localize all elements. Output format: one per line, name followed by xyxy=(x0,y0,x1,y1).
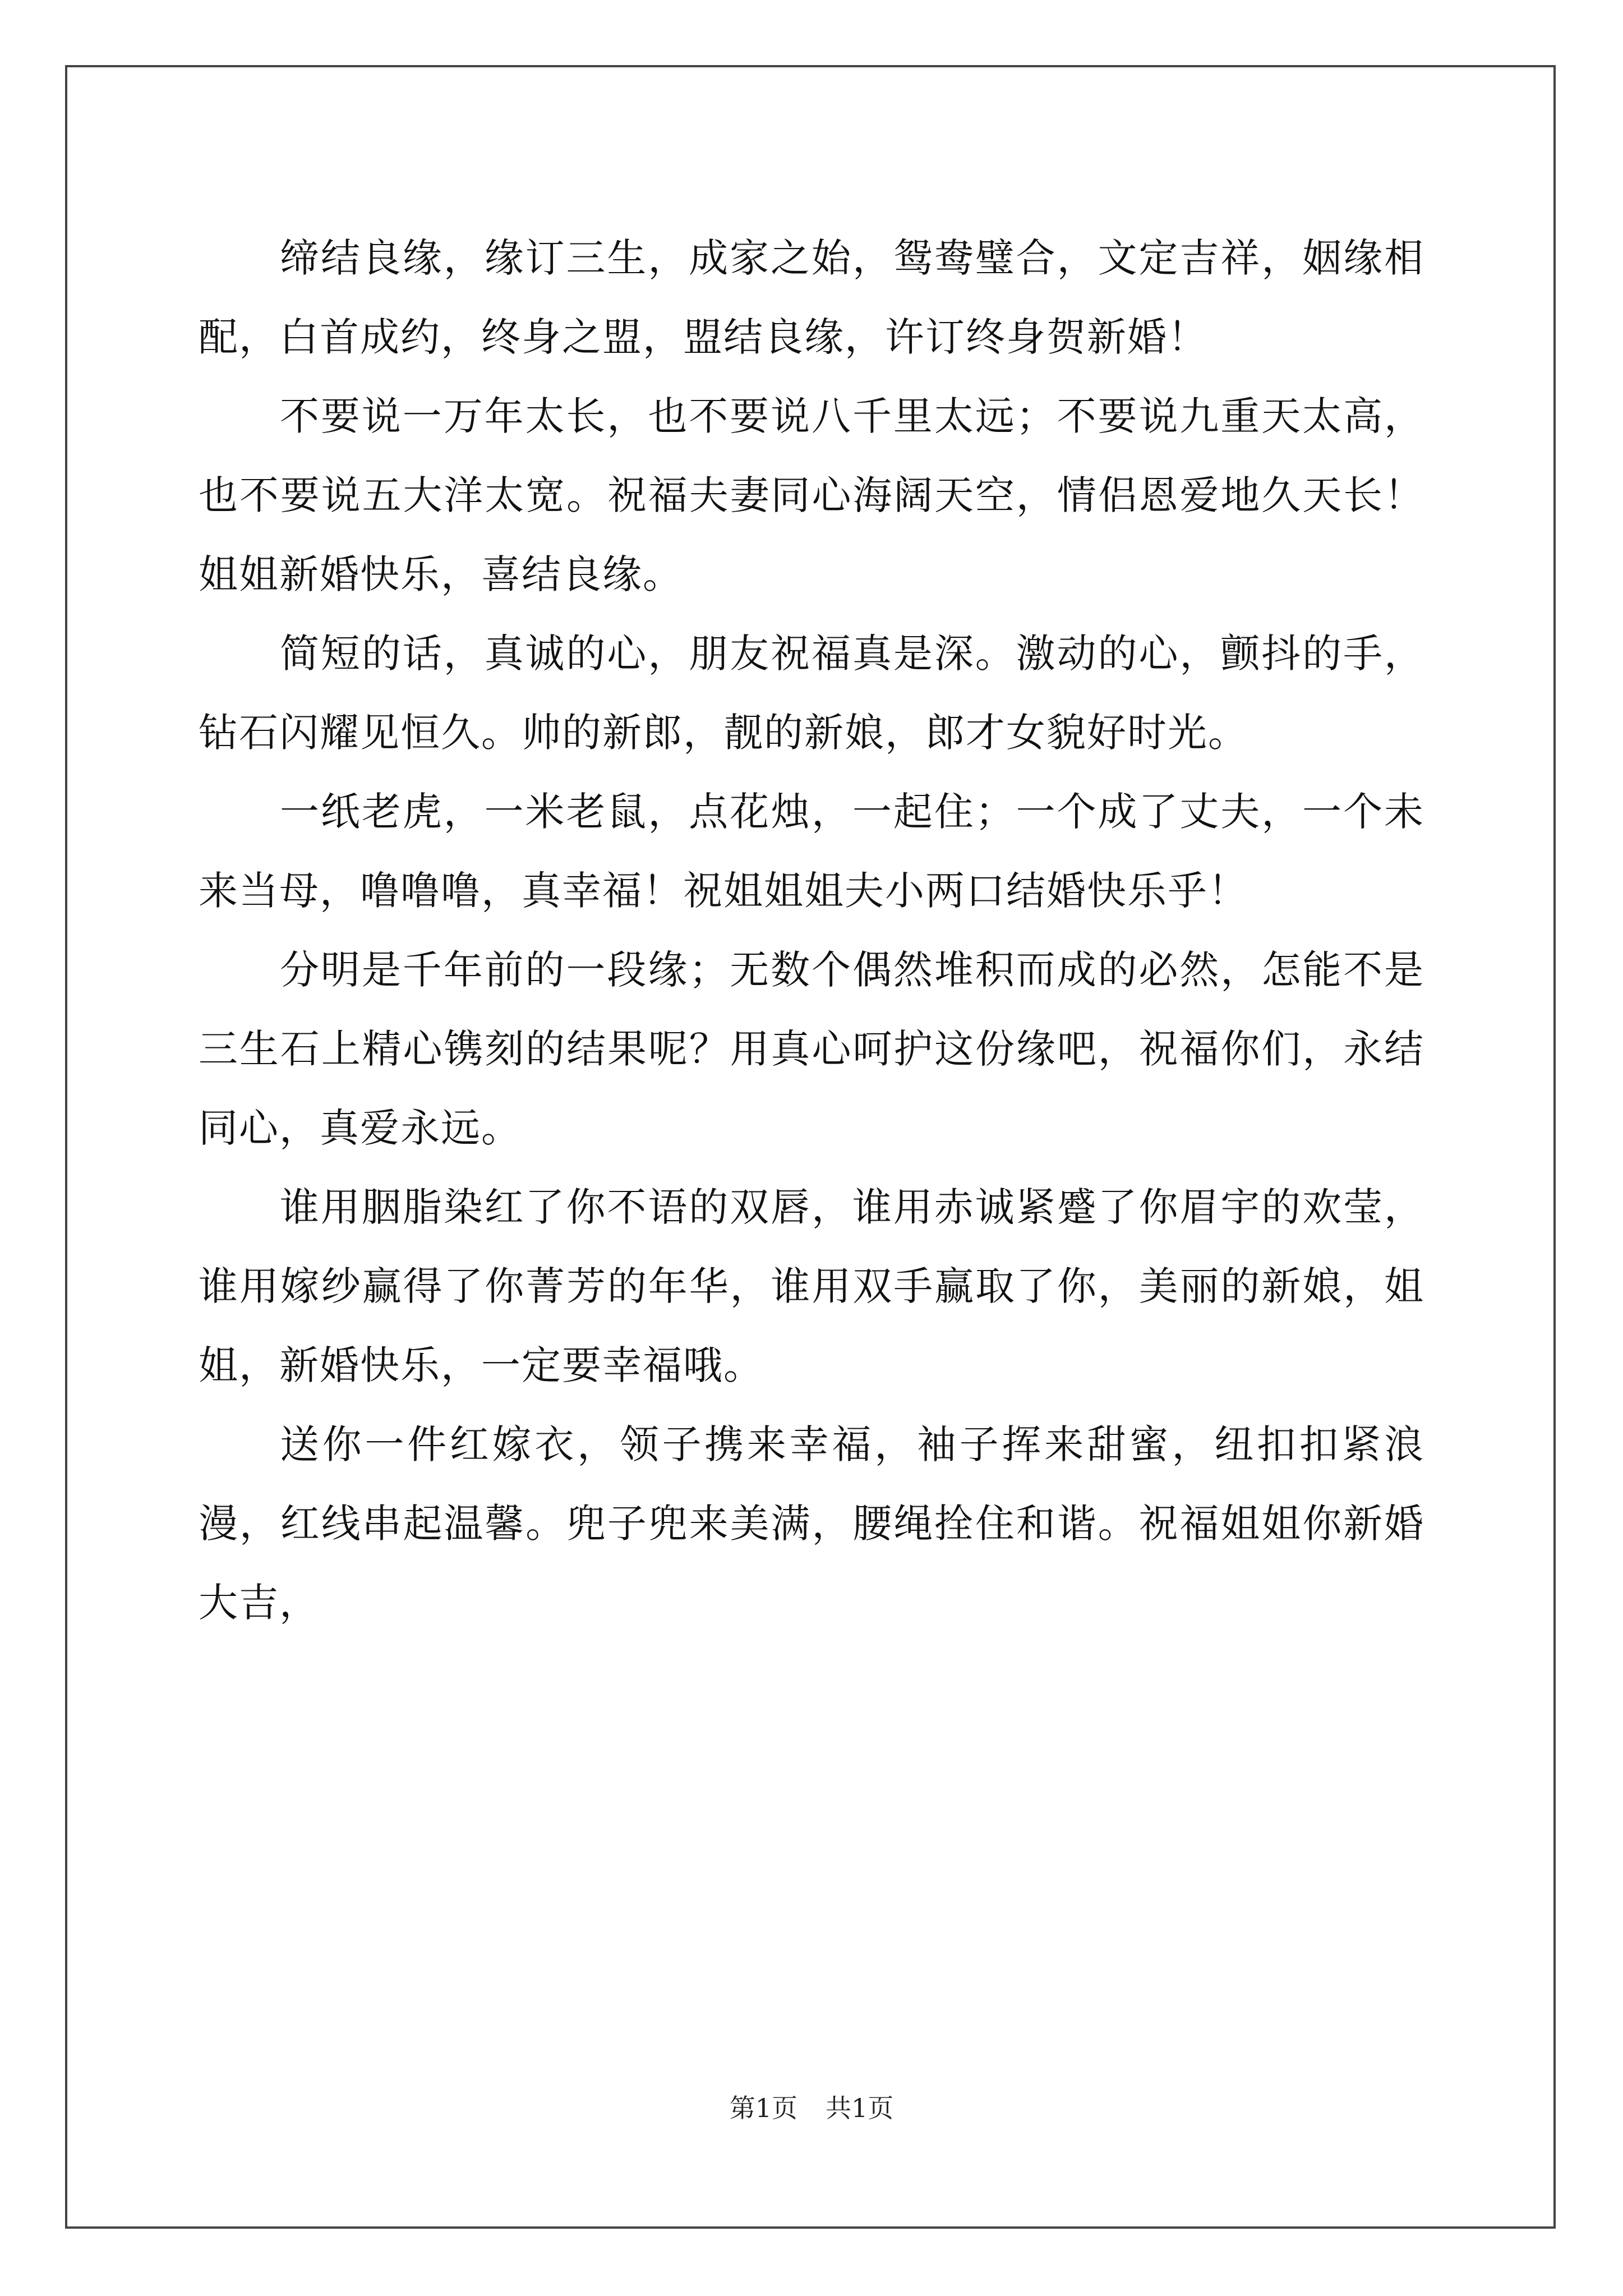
paragraph: 谁用胭脂染红了你不语的双唇，谁用赤诚紧蹙了你眉宇的欢莹，谁用嫁纱赢得了你菁芳的年华，谁用双手赢取了你，美丽的新娘，姐姐，新婚快乐，一定要幸福哦。 xyxy=(199,1184,1424,1388)
paragraph: 送你一件红嫁衣，领子携来幸福，袖子挥来甜蜜，纽扣扣紧浪漫，红线串起温馨。兜子兜来美满，腰绳拴住和谐。祝福姐姐你新婚大吉， xyxy=(199,1421,1424,1626)
page-count: 共1页 xyxy=(826,2093,894,2123)
paragraph: 分明是千年前的一段缘；无数个偶然堆积而成的必然，怎能不是三生石上精心镌刻的结果呢？用真心呵护这份缘吧，祝福你们，永结同心，真爱永远。 xyxy=(199,947,1424,1151)
paragraph: 一纸老虎，一米老鼠，点花烛，一起住；一个成了丈夫，一个未来当母，噜噜噜，真幸福！祝姐姐姐夫小两口结婚快乐乎！ xyxy=(199,789,1424,914)
paragraph: 不要说一万年太长，也不要说八千里太远；不要说九重天太高，也不要说五大洋太宽。祝福夫妻同心海阔天空，情侣恩爱地久天长！姐姐新婚快乐，喜结良缘。 xyxy=(199,393,1424,597)
paragraph: 缔结良缘，缘订三生，成家之始，鸳鸯璧合，文定吉祥，姻缘相配，白首成约，终身之盟，盟结良缘，许订终身贺新婚！ xyxy=(199,235,1424,360)
page-number: 第1页 xyxy=(729,2093,797,2123)
paragraph: 简短的话，真诚的心，朋友祝福真是深。激动的心，颤抖的手，钻石闪耀见恒久。帅的新郎，靓的新娘，郎才女貌好时光。 xyxy=(199,631,1424,756)
page-footer xyxy=(0,2091,1623,2125)
document-body xyxy=(199,219,1424,1642)
